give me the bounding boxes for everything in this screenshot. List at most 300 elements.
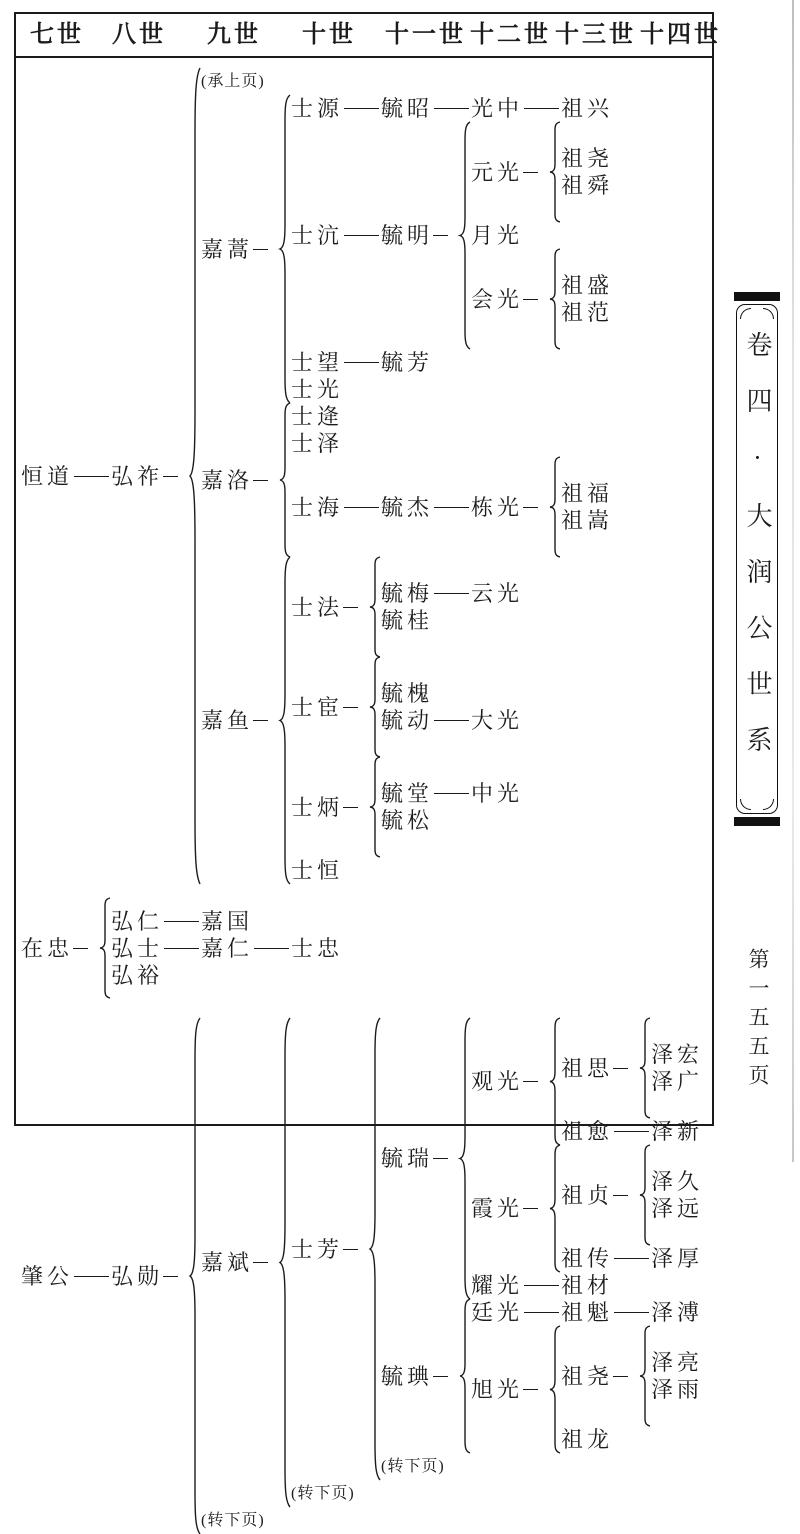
person-name: 祖龙 [561, 1427, 614, 1452]
brace-icon [369, 1018, 381, 1480]
tree-node [291, 457, 613, 557]
person-cell [201, 935, 291, 962]
children-group [651, 1349, 703, 1403]
person-cell [561, 1182, 639, 1209]
children-group [561, 145, 613, 199]
children-group [651, 1041, 703, 1095]
tree-node [111, 1018, 703, 1534]
person-name: 泽新 [651, 1119, 704, 1144]
tree-node [651, 1068, 703, 1095]
connector-line [73, 935, 99, 962]
person-cell [291, 794, 369, 821]
tree-node [201, 403, 613, 557]
person-cell [381, 494, 471, 521]
tree-node [291, 403, 613, 430]
tree-node [21, 68, 712, 884]
person-cell [381, 1145, 459, 1172]
person-cell [651, 1168, 703, 1195]
person-name: 士宦 [291, 694, 344, 720]
connector-line [433, 707, 471, 734]
children-group [561, 480, 613, 534]
person-name: 祖传 [561, 1246, 614, 1271]
tree-node [651, 1376, 703, 1403]
person-cell [471, 1376, 549, 1403]
person-name: 毓梅 [381, 581, 434, 606]
person-cell [201, 467, 279, 494]
tree-node [201, 68, 613, 95]
connector-line [253, 236, 279, 263]
person-cell [561, 272, 613, 299]
children-group [651, 1118, 703, 1145]
person-name: 士源 [291, 96, 344, 121]
tree-node [561, 172, 613, 199]
tree-node [561, 1299, 703, 1326]
corner-ornament-icon [740, 308, 751, 319]
volume-title-cartouche [734, 292, 780, 826]
brace-icon [459, 1018, 471, 1299]
connector-line [163, 908, 201, 935]
children-group [471, 1299, 703, 1453]
children-group [561, 1272, 613, 1299]
person-cell [381, 95, 471, 122]
person-cell [651, 1195, 703, 1222]
person-cell [561, 172, 613, 199]
tree-node [381, 122, 613, 349]
person-name: 泽宏 [651, 1042, 704, 1067]
children-group [381, 680, 523, 734]
tree-node [471, 580, 523, 607]
page-continuation-note: (承上页) [201, 73, 265, 90]
person-name: 大光 [471, 708, 524, 733]
children-group [111, 68, 613, 884]
tree-node [291, 376, 613, 403]
children-group [381, 349, 433, 376]
person-name: 弘裕 [111, 962, 164, 988]
tree-node [651, 1245, 703, 1272]
person-cell [381, 607, 433, 634]
children-group [561, 1018, 703, 1145]
person-name: 观光 [471, 1069, 524, 1094]
person-name: 泽雨 [651, 1377, 704, 1402]
children-group [201, 935, 343, 962]
person-name: 弘士 [111, 935, 164, 961]
children-group [201, 68, 613, 884]
children-group [651, 1299, 703, 1326]
person-name: 耀光 [471, 1273, 524, 1298]
person-cell [471, 159, 549, 186]
connector-line [523, 1068, 549, 1095]
connector-line [523, 159, 549, 186]
tree-node [111, 68, 613, 884]
children-group [381, 580, 523, 634]
connector-line [613, 1363, 639, 1390]
children-group [291, 403, 613, 557]
connector-line [343, 494, 381, 521]
person-cell [381, 807, 433, 834]
person-name: 恒道 [21, 463, 74, 489]
connector-line [523, 286, 549, 313]
person-name: 霞光 [471, 1196, 524, 1221]
tree-node [651, 1168, 703, 1195]
tree-node [381, 349, 433, 376]
person-name: 士海 [291, 494, 344, 520]
person-name: 祖魁 [561, 1300, 614, 1325]
brace-icon [549, 249, 561, 349]
person-cell [381, 1363, 459, 1390]
tree-node [651, 1349, 703, 1376]
person-name: 士炳 [291, 794, 344, 820]
person-cell [651, 1245, 703, 1272]
tree-node [471, 1018, 703, 1145]
page-continuation-note: (转下页) [381, 1458, 445, 1475]
children-group [291, 557, 523, 884]
tree-node [561, 299, 613, 326]
person-name: 泽亮 [651, 1350, 704, 1375]
generation-label: 十二世 [470, 22, 551, 48]
person-name: 祖范 [561, 300, 614, 325]
person-cell [471, 222, 523, 249]
person-cell [381, 707, 471, 734]
person-name: 元光 [471, 159, 524, 185]
tree-node [201, 95, 613, 403]
children-group [561, 95, 613, 122]
person-name: 月光 [471, 223, 524, 248]
person-name: 祖盛 [561, 273, 614, 298]
children-group [471, 95, 613, 122]
person-cell [651, 1068, 703, 1095]
person-name: 毓桂 [381, 608, 434, 633]
connector-line [343, 95, 381, 122]
person-name: 弘仁 [111, 908, 164, 934]
tree-node [651, 1299, 703, 1326]
person-name: 肇公 [21, 1263, 74, 1289]
tree-node [291, 935, 343, 962]
children-group [471, 707, 523, 734]
person-name: 泽溥 [651, 1300, 704, 1325]
person-name: 士泽 [291, 431, 344, 456]
person-name: 泽远 [651, 1196, 704, 1221]
person-cell [561, 1363, 639, 1390]
person-name: 士芳 [291, 1236, 344, 1262]
brace-icon [549, 1018, 561, 1145]
connector-line [73, 463, 111, 490]
person-cell [471, 286, 549, 313]
connector-line [613, 1182, 639, 1209]
children-group [111, 1018, 703, 1534]
children-group [381, 95, 613, 122]
person-name: 在忠 [21, 935, 74, 961]
genealogy-tree [16, 58, 712, 1534]
children-group [201, 1018, 703, 1534]
tree-node [291, 349, 613, 376]
tree-node [291, 557, 523, 657]
person-name: 毓昭 [381, 96, 434, 121]
cartouche-frame [736, 304, 778, 814]
person-cell [111, 463, 189, 490]
person-cell [471, 1299, 561, 1326]
tree-node [201, 908, 253, 935]
person-cell [291, 935, 343, 962]
tree-node [561, 1118, 703, 1145]
person-cell [561, 480, 613, 507]
person-cell [651, 1376, 703, 1403]
person-cell [381, 580, 471, 607]
tree-node [381, 95, 613, 122]
page-continuation-note: (转下页) [291, 1485, 355, 1502]
person-cell [561, 145, 613, 172]
person-cell [291, 857, 343, 884]
tree-node [381, 1299, 703, 1453]
generation-label: 七世 [30, 22, 84, 48]
person-name: 士望 [291, 350, 344, 375]
children-group [651, 1245, 703, 1272]
connector-line [523, 95, 561, 122]
connector-line [343, 694, 369, 721]
tree-node [201, 1018, 703, 1507]
person-name: 祖愈 [561, 1119, 614, 1144]
tree-node [651, 1041, 703, 1068]
tree-node [291, 122, 613, 349]
connector-line [253, 707, 279, 734]
person-cell [291, 95, 381, 122]
brace-icon [639, 1018, 651, 1118]
person-cell [111, 935, 201, 962]
tree-node [561, 1018, 703, 1118]
brace-icon [189, 68, 201, 884]
connector-line [73, 1263, 111, 1290]
person-name: 祖尧 [561, 1363, 614, 1389]
connector-line [433, 580, 471, 607]
tree-node [201, 935, 343, 962]
tree-node [381, 1018, 703, 1299]
brace-icon [279, 1018, 291, 1507]
tree-node [201, 1507, 703, 1534]
tree-node [561, 1326, 703, 1426]
tree-node [471, 780, 523, 807]
person-cell [291, 376, 343, 403]
connector-line [433, 494, 471, 521]
generation-header [16, 14, 721, 58]
brace-icon [549, 1145, 561, 1272]
children-group [291, 95, 613, 403]
children-group [111, 908, 343, 989]
person-name: 士忠 [291, 935, 344, 961]
children-group [471, 457, 613, 557]
children-group [201, 908, 253, 935]
person-name: 祖福 [561, 481, 614, 506]
connector-line [163, 463, 189, 490]
connector-line [523, 494, 549, 521]
generation-label: 十四世 [640, 22, 721, 48]
person-cell [291, 430, 343, 457]
person-name: 祖尧 [561, 146, 614, 171]
person-cell [111, 1263, 189, 1290]
person-name: 会光 [471, 286, 524, 312]
tree-node [561, 1145, 703, 1245]
children-group [291, 1018, 703, 1507]
brace-icon [369, 757, 381, 857]
connector-line [343, 794, 369, 821]
person-cell [651, 1041, 703, 1068]
person-name: 士恒 [291, 858, 344, 883]
person-cell [291, 1236, 369, 1263]
tree-node [471, 1145, 703, 1272]
connector-line [163, 1263, 189, 1290]
person-cell [381, 349, 433, 376]
children-group [291, 935, 343, 962]
person-name: 嘉鱼 [201, 708, 254, 733]
children-group [381, 1018, 703, 1480]
person-cell [291, 403, 343, 430]
connector-line [523, 1376, 549, 1403]
children-group [381, 457, 613, 557]
tree-node [201, 557, 613, 884]
tree-node [561, 272, 613, 299]
connector-line [433, 222, 459, 249]
person-cell [291, 494, 381, 521]
tree-node [291, 1018, 703, 1480]
person-name: 毓槐 [381, 681, 434, 706]
person-cell [561, 507, 613, 534]
tree-node [381, 780, 523, 807]
person-cell [471, 95, 561, 122]
brace-icon [459, 1299, 471, 1453]
children-group [561, 1299, 703, 1326]
person-cell [291, 694, 369, 721]
person-cell [471, 1272, 561, 1299]
page-frame [14, 12, 721, 1529]
brace-icon [459, 122, 471, 349]
children-group [471, 780, 523, 807]
tree-node [471, 457, 613, 557]
tree-node [291, 95, 613, 122]
person-name: 毓动 [381, 708, 434, 733]
children-group [561, 1145, 703, 1272]
person-name: 嘉仁 [201, 935, 254, 961]
person-cell [651, 1299, 703, 1326]
person-cell [651, 1349, 703, 1376]
connector-line [163, 935, 201, 962]
brace-icon [189, 1018, 201, 1534]
page-number: 第一五五页 [746, 948, 770, 1093]
tree-node [561, 1426, 703, 1453]
person-name: 士光 [291, 377, 344, 402]
person-cell [471, 707, 523, 734]
connector-line [253, 1249, 279, 1276]
tree-node [651, 1118, 703, 1145]
tree-node [471, 95, 613, 122]
brace-icon [639, 1326, 651, 1426]
person-name: 栋光 [471, 494, 524, 520]
connector-line [433, 1363, 459, 1390]
connector-line [523, 1195, 549, 1222]
brace-icon [369, 557, 381, 657]
tree-node [381, 1453, 703, 1480]
person-cell [111, 962, 163, 989]
generation-label: 十一世 [385, 22, 466, 48]
children-group [651, 1168, 703, 1222]
tree-node [561, 95, 613, 122]
brace-icon [549, 457, 561, 557]
tree-node [291, 657, 523, 757]
person-name: 嘉斌 [201, 1250, 254, 1275]
person-name: 嘉国 [201, 908, 254, 934]
person-cell [561, 1118, 651, 1145]
person-name: 祖贞 [561, 1182, 614, 1208]
person-cell [471, 1195, 549, 1222]
tree-node [291, 1480, 703, 1507]
person-cell [201, 707, 279, 734]
person-cell [651, 1118, 703, 1145]
person-cell [471, 780, 523, 807]
person-cell [291, 594, 369, 621]
tree-node [111, 935, 343, 962]
person-name: 祖兴 [561, 96, 614, 121]
person-cell [201, 908, 253, 935]
person-name: 祖思 [561, 1055, 614, 1081]
brace-icon [639, 1145, 651, 1245]
tree-node [471, 1272, 703, 1299]
person-cell [561, 1272, 613, 1299]
tree-node [561, 480, 613, 507]
person-name: 泽广 [651, 1069, 704, 1094]
person-cell [381, 780, 471, 807]
tree-node [561, 1245, 703, 1272]
brace-icon [279, 557, 291, 884]
connector-line [613, 1055, 639, 1082]
person-name: 弘勋 [111, 1263, 164, 1289]
person-name: 毓瑞 [381, 1146, 434, 1171]
person-name: 士法 [291, 594, 344, 620]
connector-line [433, 780, 471, 807]
generation-label: 十三世 [555, 22, 636, 48]
person-name: 祖嵩 [561, 508, 614, 533]
tree-node [381, 457, 613, 557]
person-cell [471, 1068, 549, 1095]
tree-node [651, 1195, 703, 1222]
person-name: 祖材 [561, 1273, 614, 1298]
tree-node [471, 222, 613, 249]
brace-icon [279, 403, 291, 557]
corner-ornament-icon [763, 308, 774, 319]
connector-line [613, 1118, 651, 1145]
tree-node [381, 680, 523, 707]
brace-icon [99, 898, 111, 998]
page-edge-line [792, 0, 794, 1162]
page-continuation-note: (转下页) [201, 1512, 265, 1529]
tree-node [291, 430, 613, 457]
connector-line [523, 1272, 561, 1299]
person-cell [561, 95, 613, 122]
tree-node [381, 707, 523, 734]
connector-line [433, 95, 471, 122]
person-name: 中光 [471, 781, 524, 806]
brace-icon [369, 657, 381, 757]
person-name: 士沆 [291, 223, 344, 248]
person-cell [561, 299, 613, 326]
children-group [471, 122, 613, 349]
person-name: 毓琠 [381, 1363, 434, 1389]
person-cell [381, 680, 433, 707]
person-cell [471, 494, 549, 521]
brace-icon [549, 122, 561, 222]
connector-line [343, 1236, 369, 1263]
person-name: 弘祚 [111, 463, 164, 489]
person-cell [561, 1245, 651, 1272]
person-cell [21, 935, 99, 962]
connector-line [343, 594, 369, 621]
tree-node [381, 607, 523, 634]
